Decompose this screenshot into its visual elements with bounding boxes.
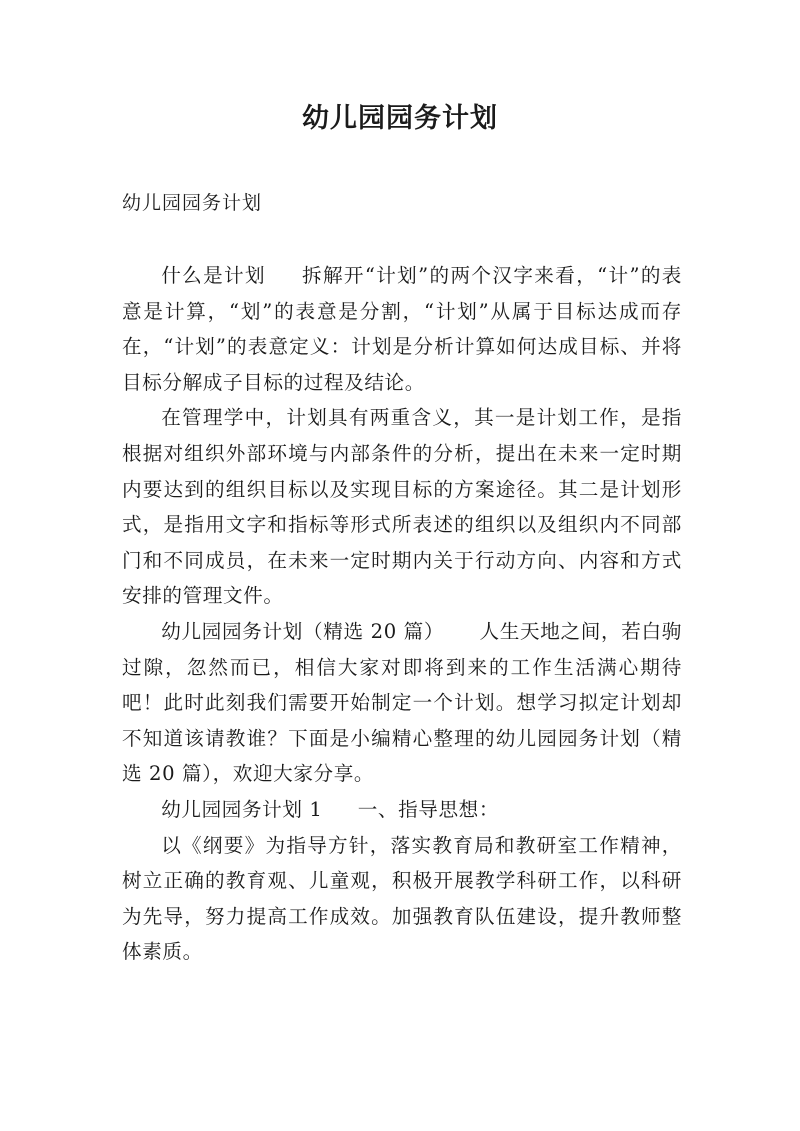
paragraph-management-meaning	[122, 400, 682, 614]
paragraph-lead: 幼儿园园务计划 1	[161, 797, 323, 821]
paragraph-what-is-plan	[122, 258, 682, 400]
paragraph-text: 人生天地之间，若白驹过隙，忽然而已，相信大家对即将到来的工作生活满心期待吧！此时此刻我们需要开始制定一个计划。想学习拟定计划却不知道该请教谁？下面是小编精心整理的幼儿园园务计划（精选 20 篇），欢迎大家分享。	[122, 619, 682, 786]
document-title: 幼儿园园务计划	[302, 103, 498, 134]
section-heading: 一、指导思想：	[357, 797, 500, 821]
paragraph-text: 以《纲要》为指导方针，落实教育局和教研室工作精神，树立正确的教育观、儿童观，积极开展教学科研工作，以科研为先导，努力提高工作成效。加强教育队伍建设，提升教师整体素质。	[122, 833, 682, 964]
document-body	[122, 258, 682, 970]
paragraph-text: 拆解开“计划”的两个汉字来看，“计”的表意是计算，“划”的表意是分割，“计划”从属于目标达成而存在，“计划”的表意定义：计划是分析计算如何达成目标、并将目标分解成子目标的过程及结论。	[122, 264, 683, 394]
paragraph-lead: 什么是计划	[161, 264, 266, 287]
paragraph-plan-1-heading	[122, 792, 682, 828]
paragraph-intro	[122, 614, 682, 792]
paragraph-guiding-ideology	[122, 828, 682, 970]
document-subtitle: 幼儿园园务计划	[122, 192, 263, 214]
paragraph-text: 在管理学中，计划具有两重含义，其一是计划工作，是指根据对组织外部环境与内部条件的分析，提出在未来一定时期内要达到的组织目标以及实现目标的方案途径。其二是计划形式，是指用文字和指标等形式所表述的组织以及组织内不同部门和不同成员，在未来一定时期内关于行动方向、内容和方式安排的管理文件。	[122, 406, 682, 608]
paragraph-lead: 幼儿园园务计划（精选 20 篇）	[161, 619, 445, 643]
